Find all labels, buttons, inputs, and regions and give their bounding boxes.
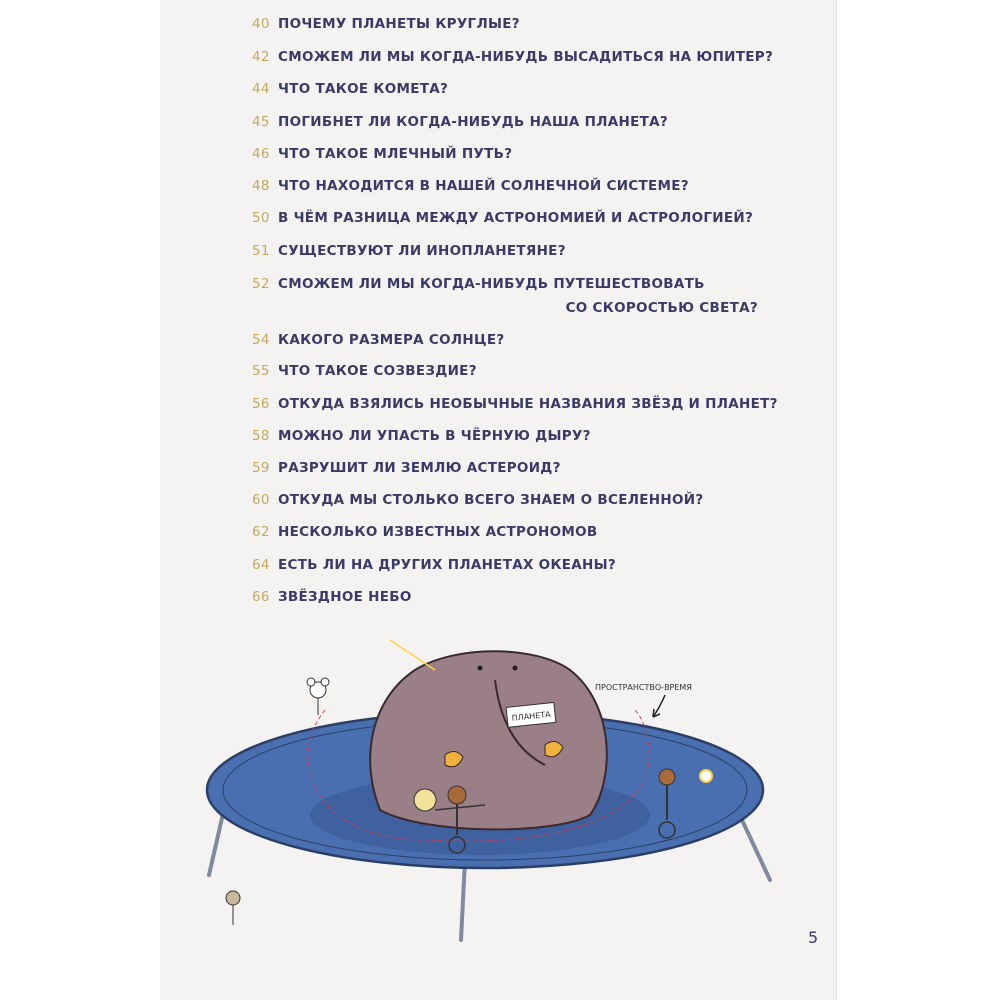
toc-title: ЧТО НАХОДИТСЯ В НАШЕЙ СОЛНЕЧНОЙ СИСТЕМЕ? [278,178,689,194]
planet-blob [370,651,607,829]
planet-eye-icon [513,666,518,671]
toc-entry[interactable] [252,492,812,508]
toc-title: КАКОГО РАЗМЕРА СОЛНЦЕ? [278,332,505,348]
moon-icon [414,789,436,811]
toc-entry[interactable] [252,81,812,97]
toc-page-number: 51 [252,243,270,259]
toc-entry[interactable] [252,396,812,412]
toc-page-number: 52 [252,276,270,292]
toc-entry[interactable] [252,589,812,605]
toc-entry[interactable] [252,16,812,32]
toc-page-number: 44 [252,81,270,97]
toc-title: ОТКУДА ВЗЯЛИСЬ НЕОБЫЧНЫЕ НАЗВАНИЯ ЗВЁЗД И ПЛАНЕТ? [278,396,778,412]
toc-page-number: 56 [252,396,270,412]
star-icon [700,770,712,782]
toc-entry[interactable] [252,524,812,540]
toc-entry[interactable] [252,428,812,444]
toc-page-number: 64 [252,557,270,573]
toc-page-number: 48 [252,178,270,194]
toc-page-number: 60 [252,492,270,508]
page-number: 5 [808,928,819,947]
toc-entry[interactable] [252,146,812,162]
toc-page-number: 55 [252,363,270,379]
toc-title: ПОЧЕМУ ПЛАНЕТЫ КРУГЛЫЕ? [278,16,520,32]
toc-entry[interactable] [252,114,812,130]
mouse-figure [307,678,329,715]
toc-entry[interactable] [252,332,812,348]
toc-entry[interactable] [252,178,812,194]
planet-eye-icon [478,666,483,671]
toc-page-number: 59 [252,460,270,476]
toc-entry[interactable] [252,243,812,259]
toc-page-number: 66 [252,589,270,605]
toc-title: ЧТО ТАКОЕ СОЗВЕЗДИЕ? [278,363,477,379]
toc-entry[interactable] [252,210,812,226]
toc-page-number: 46 [252,146,270,162]
planet-label: ПЛАНЕТА [511,709,551,723]
toc-title: НЕСКОЛЬКО ИЗВЕСТНЫХ АСТРОНОМОВ [278,524,598,540]
light-ray [390,640,435,670]
planet-sign [506,702,556,727]
toc-page-number: 50 [252,210,270,226]
toc-title: ЧТО ТАКОЕ КОМЕТА? [278,81,449,97]
toc-title: В ЧЁМ РАЗНИЦА МЕЖДУ АСТРОНОМИЕЙ И АСТРОЛОГИЕЙ? [278,210,754,226]
toc-title: СУЩЕСТВУЮТ ЛИ ИНОПЛАНЕТЯНЕ? [278,243,566,259]
toc-page-number: 58 [252,428,270,444]
toc-title: ЕСТЬ ЛИ НА ДРУГИХ ПЛАНЕТАХ ОКЕАНЫ? [278,557,617,573]
toc-page-number: 42 [252,49,270,65]
toc-title: ЗВЁЗДНОЕ НЕБО [278,589,412,605]
toc-title-continuation: СО СКОРОСТЬЮ СВЕТА? [565,300,758,316]
toc-title: РАЗРУШИТ ЛИ ЗЕМЛЮ АСТЕРОИД? [278,460,561,476]
toc-entry[interactable] [252,49,812,65]
toc-title: СМОЖЕМ ЛИ МЫ КОГДА-НИБУДЬ ВЫСАДИТЬСЯ НА ЮПИТЕР? [278,49,774,65]
arrow-icon [653,695,665,717]
toc-entry[interactable] [252,460,812,476]
toc-page-number: 54 [252,332,270,348]
toc-title: СМОЖЕМ ЛИ МЫ КОГДА-НИБУДЬ ПУТЕШЕСТВОВАТЬ [278,276,705,292]
toc-entry[interactable] [252,557,812,573]
toc-title: ОТКУДА МЫ СТОЛЬКО ВСЕГО ЗНАЕМ О ВСЕЛЕННОЙ? [278,492,704,508]
page-edge [836,0,837,1000]
toc-page-number: 62 [252,524,270,540]
trampoline-illustration [195,640,795,960]
toc-title: ЧТО ТАКОЕ МЛЕЧНЫЙ ПУТЬ? [278,146,513,162]
toc-entry[interactable] [252,363,812,379]
spacetime-label: ПРОСТРАНСТВО-ВРЕМЯ [595,683,692,692]
toc-title: МОЖНО ЛИ УПАСТЬ В ЧЁРНУЮ ДЫРУ? [278,428,591,444]
toc-page-number: 45 [252,114,270,130]
toc-page-number: 40 [252,16,270,32]
small-mouse [226,891,240,925]
toc-title: ПОГИБНЕТ ЛИ КОГДА-НИБУДЬ НАША ПЛАНЕТА? [278,114,669,130]
toc-entry[interactable] [252,276,812,316]
